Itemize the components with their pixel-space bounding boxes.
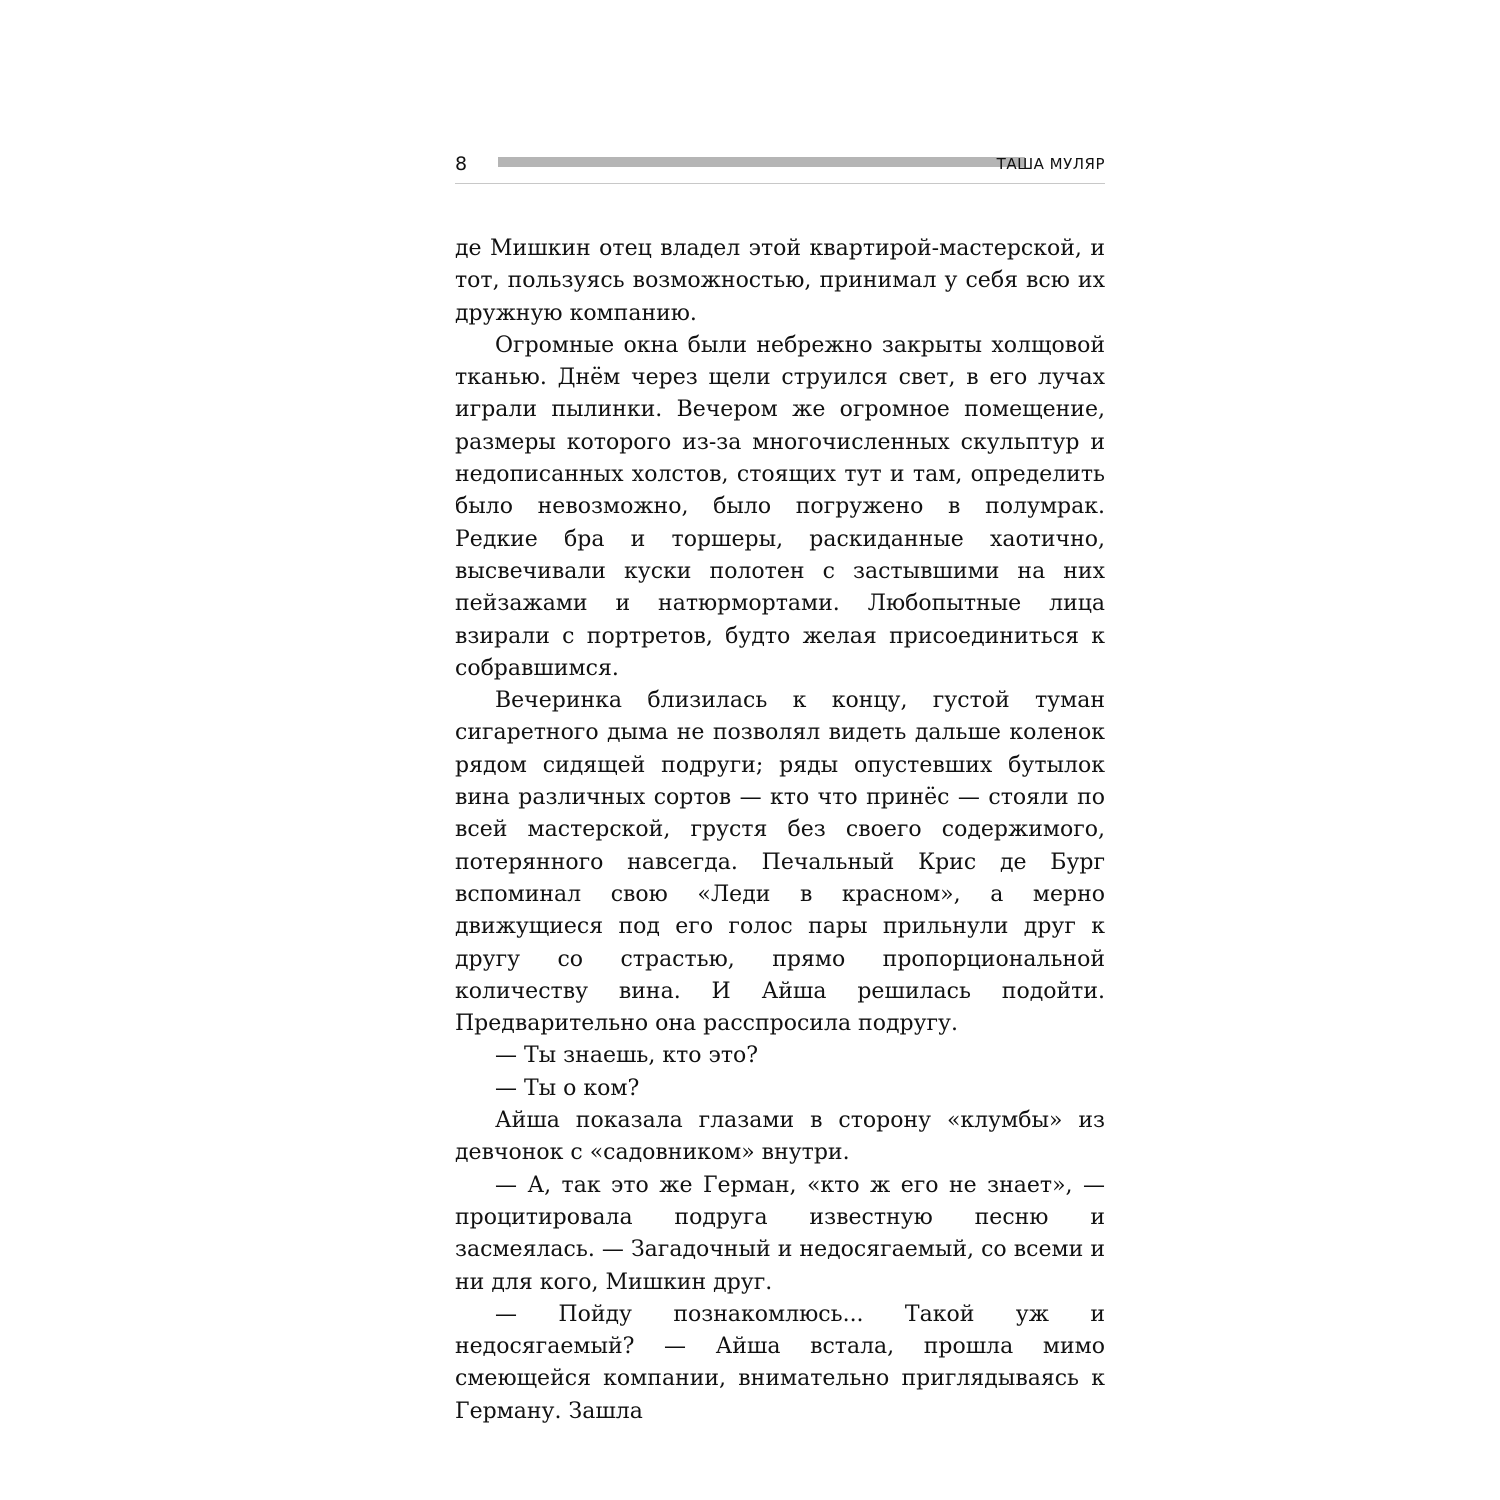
paragraph-continued: де Мишкин отец владел этой квартирой-мастерской, и тот, пользуясь возможностью, принимал у себя всю их дружную компанию. bbox=[455, 236, 1105, 326]
dialogue-line: — Ты знаешь, кто это? bbox=[495, 1043, 759, 1069]
dialogue-line: — А, так это же Герман, «кто ж его не знает», — процитировала подруга известную песню и засмеялась. — Загадочный и недосягаемый, со всеми и ни для кого, Мишкин друг. bbox=[455, 1172, 1105, 1295]
running-header bbox=[455, 148, 1105, 184]
page-number: 8 bbox=[455, 153, 468, 175]
paragraph: Вечеринка близилась к концу, густой туман сигаретного дыма не позволял видеть дальше коленок рядом сидящей подруги; ряды опустевших бутылок вина различных сортов — кто что принёс — стояли по всей мастерской, грустя без своего содержимого, потерянного навсегда. Печальный Крис де Бург вспоминал свою «Леди в красном», а мерно движущиеся под его голос пары прильнули друг к другу со страстью, прямо пропорциональной количеству вина. И Айша решилась подойти. Предварительно она расспросила подругу. bbox=[455, 688, 1105, 1037]
dialogue-line: — Пойду познакомлюсь... Такой уж и недосягаемый? — Айша встала, прошла мимо смеющейся компании, внимательно приглядываясь к Герману. Зашла bbox=[455, 1301, 1105, 1424]
header-decorative-bar bbox=[498, 157, 1025, 167]
paragraph: Айша показала глазами в сторону «клумбы» из девчонок с «садовником» внутри. bbox=[455, 1108, 1105, 1166]
paragraph: Огромные окна были небрежно закрыты холщовой тканью. Днём через щели струился свет, в его лучах играли пылинки. Вечером же огромное помещение, размеры которого из-за многочисленных скульптур и недописанных холстов, стоящих тут и там, определить было невозможно, было погружено в полумрак. Редкие бра и торшеры, раскиданные хаотично, высвечивали куски полотен с застывшими на них пейзажами и натюрмортами. Любопытные лица взирали с портретов, будто желая присоединиться к собравшимся. bbox=[455, 332, 1105, 681]
header-divider bbox=[455, 183, 1105, 184]
author-name: ТАША МУЛЯР bbox=[996, 155, 1105, 173]
body-text bbox=[455, 233, 1105, 1428]
dialogue-line: — Ты о ком? bbox=[495, 1075, 640, 1101]
